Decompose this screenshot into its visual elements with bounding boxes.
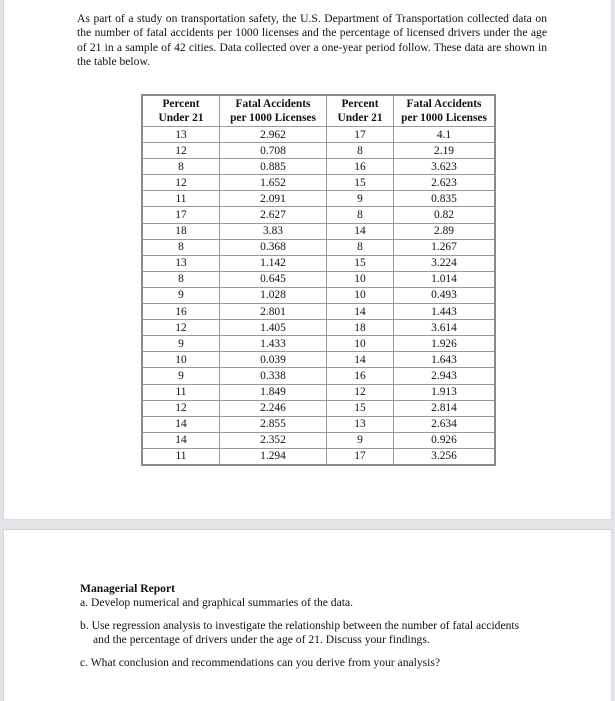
- table-row: [142, 432, 495, 448]
- table-cell: 2.855: [220, 416, 327, 432]
- table-cell: 12: [142, 320, 220, 336]
- table-cell: 1.405: [220, 320, 327, 336]
- table-cell: 11: [142, 191, 220, 207]
- table-cell: 18: [142, 223, 220, 239]
- table-cell: 1.433: [220, 336, 327, 352]
- table-row: [142, 175, 495, 191]
- table-cell: 12: [327, 384, 394, 400]
- table-cell: 3.224: [394, 255, 496, 271]
- table-cell: 1.443: [394, 304, 496, 320]
- table-cell: 10: [327, 271, 394, 287]
- table-row: [142, 143, 495, 159]
- table-cell: 9: [327, 191, 394, 207]
- table-row: [142, 271, 495, 287]
- table-cell: 15: [327, 175, 394, 191]
- table-cell: 1.028: [220, 287, 327, 303]
- table-cell: 2.814: [394, 400, 496, 416]
- table-cell: 8: [327, 239, 394, 255]
- table-cell: 12: [142, 400, 220, 416]
- table-cell: 9: [142, 336, 220, 352]
- table-row: [142, 416, 495, 432]
- table-cell: 2.627: [220, 207, 327, 223]
- table-cell: 2.89: [394, 223, 496, 239]
- report-item-b-line1: b. Use regression analysis to investigate the relationship between the number of fatal accidents: [80, 619, 520, 632]
- table-cell: 14: [142, 432, 220, 448]
- table-cell: 14: [327, 304, 394, 320]
- intro-paragraph: As part of a study on transportation safety, the U.S. Department of Transportation collected data on the number of fatal accidents per 1000 licenses and the percentage of licensed drivers under the age of 21 in a sample of 42 cities. Data collected over a one-year period follow. These data are shown in the table below.: [77, 12, 547, 69]
- table-cell: 15: [327, 255, 394, 271]
- table-cell: 13: [327, 416, 394, 432]
- table-cell: 0.338: [220, 368, 327, 384]
- table-cell: 9: [142, 368, 220, 384]
- table-cell: 0.368: [220, 239, 327, 255]
- table-row: [142, 287, 495, 303]
- table-cell: 17: [327, 448, 394, 465]
- table-cell: 12: [142, 175, 220, 191]
- table-row: [142, 127, 495, 143]
- table-row: [142, 352, 495, 368]
- managerial-report: [80, 582, 550, 670]
- data-table: [141, 94, 496, 466]
- table-row: [142, 223, 495, 239]
- table-header-row: [142, 95, 495, 127]
- table-row: [142, 336, 495, 352]
- table-cell: 2.634: [394, 416, 496, 432]
- table-cell: 1.643: [394, 352, 496, 368]
- page-2: [3, 529, 612, 701]
- table-cell: 2.943: [394, 368, 496, 384]
- table-cell: 1.913: [394, 384, 496, 400]
- table-row: [142, 207, 495, 223]
- table-cell: 18: [327, 320, 394, 336]
- table-cell: 2.19: [394, 143, 496, 159]
- table-cell: 9: [327, 432, 394, 448]
- table-cell: 0.039: [220, 352, 327, 368]
- table-cell: 0.835: [394, 191, 496, 207]
- table-cell: 12: [142, 143, 220, 159]
- report-title: Managerial Report: [80, 582, 175, 595]
- table-cell: 3.256: [394, 448, 496, 465]
- table-cell: 8: [142, 159, 220, 175]
- header-percent-under-21-b: Percent Under 21: [327, 95, 394, 127]
- table-cell: 16: [142, 304, 220, 320]
- table-cell: 2.091: [220, 191, 327, 207]
- table-cell: 14: [142, 416, 220, 432]
- table-cell: 2.962: [220, 127, 327, 143]
- table-row: [142, 304, 495, 320]
- table-cell: 2.352: [220, 432, 327, 448]
- table-cell: 3.614: [394, 320, 496, 336]
- table-cell: 2.246: [220, 400, 327, 416]
- table-cell: 4.1: [394, 127, 496, 143]
- table-cell: 2.623: [394, 175, 496, 191]
- table-cell: 3.623: [394, 159, 496, 175]
- table-row: [142, 159, 495, 175]
- table-cell: 0.885: [220, 159, 327, 175]
- report-item-b-line2: and the percentage of drivers under the age of 21. Discuss your findings.: [93, 633, 430, 646]
- table-cell: 8: [142, 239, 220, 255]
- table-row: [142, 320, 495, 336]
- table-cell: 13: [142, 255, 220, 271]
- table-cell: 1.014: [394, 271, 496, 287]
- table-cell: 15: [327, 400, 394, 416]
- table-row: [142, 255, 495, 271]
- table-cell: 0.645: [220, 271, 327, 287]
- table-row: [142, 239, 495, 255]
- table-cell: 1.142: [220, 255, 327, 271]
- table-cell: 17: [327, 127, 394, 143]
- table-cell: 11: [142, 448, 220, 465]
- table-cell: 3.83: [220, 223, 327, 239]
- table-cell: 9: [142, 287, 220, 303]
- report-item-c: c. What conclusion and recommendations can you derive from your analysis?: [80, 656, 441, 669]
- table-row: [142, 448, 495, 465]
- table-cell: 14: [327, 352, 394, 368]
- table-cell: 16: [327, 368, 394, 384]
- table-cell: 10: [327, 287, 394, 303]
- table-cell: 1.926: [394, 336, 496, 352]
- table-cell: 0.493: [394, 287, 496, 303]
- table-cell: 8: [327, 207, 394, 223]
- table-row: [142, 400, 495, 416]
- table-cell: 8: [142, 271, 220, 287]
- report-item-a: a. Develop numerical and graphical summaries of the data.: [80, 596, 353, 609]
- table-row: [142, 368, 495, 384]
- table-cell: 1.294: [220, 448, 327, 465]
- table-cell: 0.82: [394, 207, 496, 223]
- table-cell: 0.926: [394, 432, 496, 448]
- table-cell: 1.267: [394, 239, 496, 255]
- table-cell: 0.708: [220, 143, 327, 159]
- table-cell: 10: [142, 352, 220, 368]
- header-fatal-accidents-b: Fatal Accidents per 1000 Licenses: [394, 95, 496, 127]
- table-cell: 11: [142, 384, 220, 400]
- table-cell: 10: [327, 336, 394, 352]
- table-cell: 1.652: [220, 175, 327, 191]
- table-cell: 2.801: [220, 304, 327, 320]
- table-row: [142, 191, 495, 207]
- table-cell: 16: [327, 159, 394, 175]
- header-fatal-accidents-a: Fatal Accidents per 1000 Licenses: [220, 95, 327, 127]
- table-cell: 14: [327, 223, 394, 239]
- table-cell: 17: [142, 207, 220, 223]
- table-cell: 8: [327, 143, 394, 159]
- table-row: [142, 384, 495, 400]
- table-cell: 1.849: [220, 384, 327, 400]
- table-cell: 13: [142, 127, 220, 143]
- page-1: [3, 0, 612, 520]
- header-percent-under-21-a: Percent Under 21: [142, 95, 220, 127]
